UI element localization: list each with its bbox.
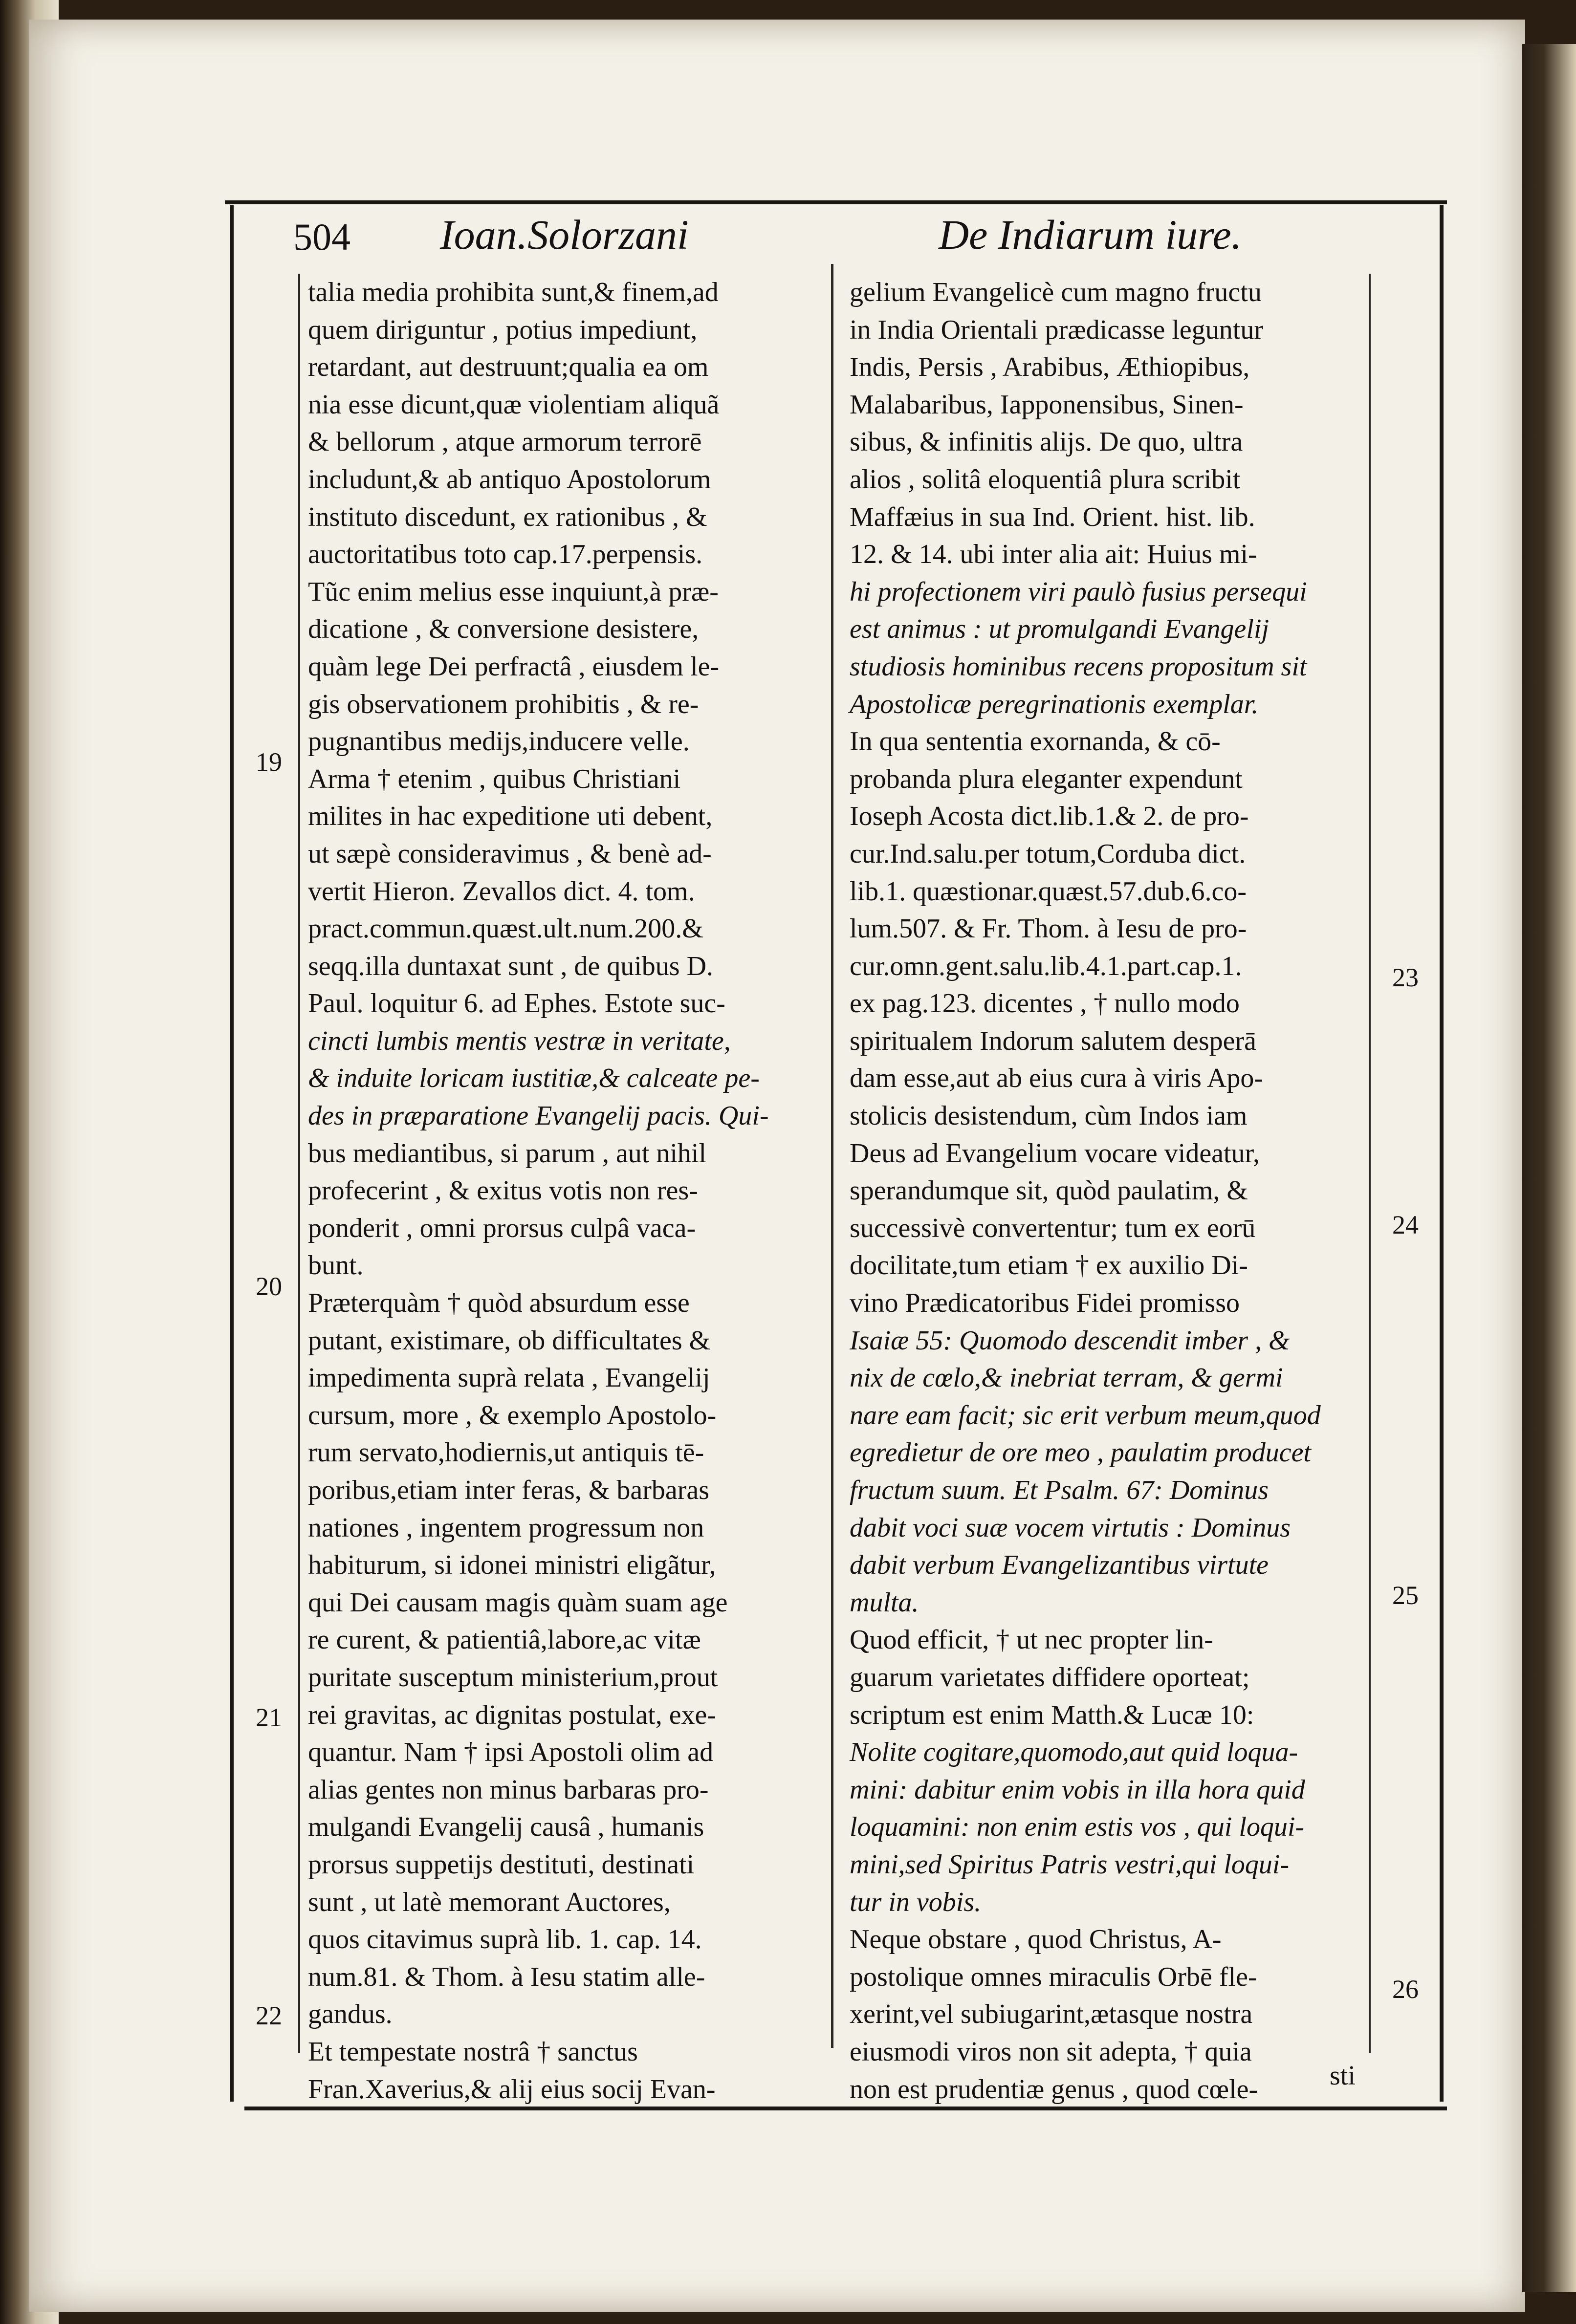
frame-rule-right <box>1440 205 1444 2102</box>
text-line: Malabaribus, Iapponensibus, Sinen- <box>850 389 1244 420</box>
text-line: nationes , ingentem progressum non <box>308 1512 704 1543</box>
text-line: Ioseph Acosta dict.lib.1.& 2. de pro- <box>850 801 1249 832</box>
text-line: nare eam facit; sic erit verbum meum,quod <box>850 1400 1321 1431</box>
text-line: mini,sed Spiritus Patris vestri,qui loqui- <box>850 1849 1290 1880</box>
margin-number-left: 22 <box>256 2001 282 2030</box>
text-line: hi profectionem viri paulò fusius persequi <box>850 576 1307 607</box>
text-line: pugnantibus medijs,inducere velle. <box>308 726 690 757</box>
text-line: multa. <box>850 1587 919 1618</box>
text-line: quem diriguntur , potius impediunt, <box>308 314 698 345</box>
text-line: rei gravitas, ac dignitas postulat, exe- <box>308 1699 717 1730</box>
text-line: impedimenta suprà relata , Evangelij <box>308 1363 710 1393</box>
text-line: vino Prædicatoribus Fidei promisso <box>850 1288 1240 1319</box>
text-line: dicatione , & conversione desistere, <box>308 614 699 645</box>
text-line: des in præparatione Evangelij pacis. Qui- <box>308 1101 769 1131</box>
text-line: In qua sententia exornanda, & cō- <box>850 726 1221 757</box>
text-line: habiturum, si idonei ministri eligãtur, <box>308 1550 716 1581</box>
frame-rule-left <box>230 205 234 2102</box>
text-line: cur.Ind.salu.per totum,Corduba dict. <box>850 838 1246 869</box>
text-line: Neque obstare , quod Christus, A- <box>850 1924 1222 1955</box>
text-line: talia media prohibita sunt,& finem,ad <box>308 277 719 307</box>
text-line: ex pag.123. dicentes , † nullo modo <box>850 988 1240 1019</box>
text-line: scriptum est enim Matth.& Lucæ 10: <box>850 1699 1254 1730</box>
text-line: Indis, Persis , Arabibus, Æthiopibus, <box>850 352 1250 383</box>
text-line: Isaiæ 55: Quomodo descendit imber , & <box>850 1325 1290 1356</box>
text-line: Arma † etenim , quibus Christiani <box>308 763 681 794</box>
margin-number-left: 19 <box>256 747 282 777</box>
left-text-column <box>308 274 824 2108</box>
text-line: retardant, aut destruunt;qualia ea om <box>308 352 709 383</box>
text-line: bus mediantibus, si parum , aut nihil <box>308 1138 707 1169</box>
frame-rule-top <box>225 200 1447 204</box>
right-text-column <box>850 274 1365 2108</box>
text-line: Maffæius in sua Ind. Orient. hist. lib. <box>850 501 1255 532</box>
text-line: cur.omn.gent.salu.lib.4.1.part.cap.1. <box>850 951 1242 981</box>
column-divider <box>831 264 833 2048</box>
margin-number-left: 21 <box>256 1703 282 1732</box>
text-line: non est prudentiæ genus , quod cœle- <box>850 2074 1258 2105</box>
text-line: gandus. <box>308 1999 393 2030</box>
text-line: lib.1. quæstionar.quæst.57.dub.6.co- <box>850 876 1247 907</box>
text-line: egredietur de ore meo , paulatim producet <box>850 1437 1312 1468</box>
text-line: seqq.illa duntaxat sunt , de quibus D. <box>308 951 714 981</box>
text-line: prorsus suppetijs destituti, destinati <box>308 1849 695 1880</box>
running-title: De Indiarum iure. <box>939 211 1242 258</box>
page-number: 504 <box>293 216 350 258</box>
margin-number-left: 20 <box>256 1272 282 1301</box>
text-line: includunt,& ab antiquo Apostolorum <box>308 464 711 495</box>
text-line: sperandumque sit, quòd paulatim, & <box>850 1175 1248 1206</box>
text-line: dabit voci suæ vocem virtutis : Dominus <box>850 1512 1291 1543</box>
text-line: cincti lumbis mentis vestræ in veritate, <box>308 1025 731 1056</box>
text-line: auctoritatibus toto cap.17.perpensis. <box>308 539 703 570</box>
text-line: dabit verbum Evangelizantibus virtute <box>850 1550 1269 1581</box>
column-rule-left <box>298 274 300 2053</box>
text-line: vertit Hieron. Zevallos dict. 4. tom. <box>308 876 695 907</box>
text-line: Et tempestate nostrâ † sanctus <box>308 2036 638 2067</box>
text-line: eiusmodi viros non sit adepta, † quia <box>850 2036 1252 2067</box>
text-line: studiosis hominibus recens propositum sit <box>850 651 1307 682</box>
text-line: poribus,etiam inter feras, & barbaras <box>308 1475 710 1505</box>
text-line: lum.507. & Fr. Thom. à Iesu de pro- <box>850 913 1247 944</box>
text-line: postolique omnes miraculis Orbē fle- <box>850 1961 1257 1992</box>
text-line: milites in hac expeditione uti debent, <box>308 801 713 832</box>
margin-number-right: 25 <box>1392 1581 1419 1610</box>
text-line: sibus, & infinitis alijs. De quo, ultra <box>850 427 1243 457</box>
text-line: Fran.Xaverius,& alij eius socij Evan- <box>308 2074 716 2105</box>
text-line: rum servato,hodiernis,ut antiquis tē- <box>308 1437 704 1468</box>
text-line: fructum suum. Et Psalm. 67: Dominus <box>850 1475 1269 1505</box>
text-line: mulgandi Evangelij causâ , humanis <box>308 1812 704 1843</box>
text-line: xerint,vel subiugarint,ætasque nostra <box>850 1999 1253 2030</box>
text-line: & bellorum , atque armorum terrorē <box>308 427 702 457</box>
text-line: instituto discedunt, ex rationibus , & <box>308 501 707 532</box>
text-line: nix de cœlo,& inebriat terram, & germi <box>850 1363 1283 1393</box>
text-line: quantur. Nam † ipsi Apostoli olim ad <box>308 1737 714 1768</box>
text-line: nia esse dicunt,quæ violentiam aliquã <box>308 389 720 420</box>
margin-number-right: 26 <box>1392 1975 1419 2004</box>
text-line: num.81. & Thom. à Iesu statim alle- <box>308 1961 705 1992</box>
text-line: Quod efficit, † ut nec propter lin- <box>850 1625 1213 1655</box>
text-line: ut sæpè consideravimus , & benè ad- <box>308 838 712 869</box>
text-line: re curent, & patientiâ,labore,ac vitæ <box>308 1625 701 1655</box>
text-line: Præterquàm † quòd absurdum esse <box>308 1288 690 1319</box>
text-line: putant, existimare, ob difficultates & <box>308 1325 711 1356</box>
text-line: loquamini: non enim estis vos , qui loqui- <box>850 1812 1305 1843</box>
text-line: tur in vobis. <box>850 1887 982 1917</box>
text-line: Nolite cogitare,quomodo,aut quid loqua- <box>850 1737 1298 1768</box>
text-line: in India Orientali prædicasse leguntur <box>850 314 1263 345</box>
text-line: gis observationem prohibitis , & re- <box>308 689 699 719</box>
text-line: sunt , ut latè memorant Auctores, <box>308 1887 671 1917</box>
text-line: bunt. <box>308 1250 364 1281</box>
text-line: successivè convertentur; tum ex eorū <box>850 1213 1256 1243</box>
text-line: quàm lege Dei perfractâ , eiusdem le- <box>308 651 720 682</box>
text-line: Tũc enim melius esse inquiunt,à præ- <box>308 576 719 607</box>
running-author: Ioan.Solorzani <box>440 211 689 258</box>
text-line: Apostolicæ peregrinationis exemplar. <box>850 689 1259 719</box>
text-line: dam esse,aut ab eius cura à viris Apo- <box>850 1063 1263 1094</box>
text-line: Deus ad Evangelium vocare videatur, <box>850 1138 1260 1169</box>
catchword: sti <box>1330 2061 1356 2091</box>
text-line: docilitate,tum etiam † ex auxilio Di- <box>850 1250 1248 1281</box>
text-line: Paul. loquitur 6. ad Ephes. Estote suc- <box>308 988 725 1019</box>
text-line: 12. & 14. ubi inter alia ait: Huius mi- <box>850 539 1257 570</box>
text-line: alias gentes non minus barbaras pro- <box>308 1774 709 1805</box>
text-line: & induite loricam iustitiæ,& calceate pe- <box>308 1063 760 1094</box>
margin-number-right: 24 <box>1392 1210 1419 1239</box>
text-line: cursum, more , & exemplo Apostolo- <box>308 1400 717 1431</box>
text-line: mini: dabitur enim vobis in illa hora quid <box>850 1774 1305 1805</box>
text-line: quos citavimus suprà lib. 1. cap. 14. <box>308 1924 702 1955</box>
text-line: alios , solitâ eloquentiâ plura scribit <box>850 464 1241 495</box>
text-line: guarum varietates diffidere oporteat; <box>850 1662 1250 1693</box>
text-line: probanda plura eleganter expendunt <box>850 763 1243 794</box>
text-line: gelium Evangelicè cum magno fructu <box>850 277 1262 307</box>
text-line: stolicis desistendum, cùm Indos iam <box>850 1101 1248 1131</box>
text-line: profecerint , & exitus votis non res- <box>308 1175 698 1206</box>
text-line: ponderit , omni prorsus culpâ vaca- <box>308 1213 696 1243</box>
text-line: spiritualem Indorum salutem desperā <box>850 1025 1256 1056</box>
text-line: puritate susceptum ministerium,prout <box>308 1662 718 1693</box>
margin-number-right: 23 <box>1392 963 1419 992</box>
next-page-edge <box>1522 44 1576 2292</box>
text-line: pract.commun.quæst.ult.num.200.& <box>308 913 703 944</box>
text-line: qui Dei causam magis quàm suam age <box>308 1587 728 1618</box>
running-header <box>293 210 1374 269</box>
column-rule-right <box>1369 274 1371 2053</box>
text-line: est animus : ut promulgandi Evangelij <box>850 614 1270 645</box>
